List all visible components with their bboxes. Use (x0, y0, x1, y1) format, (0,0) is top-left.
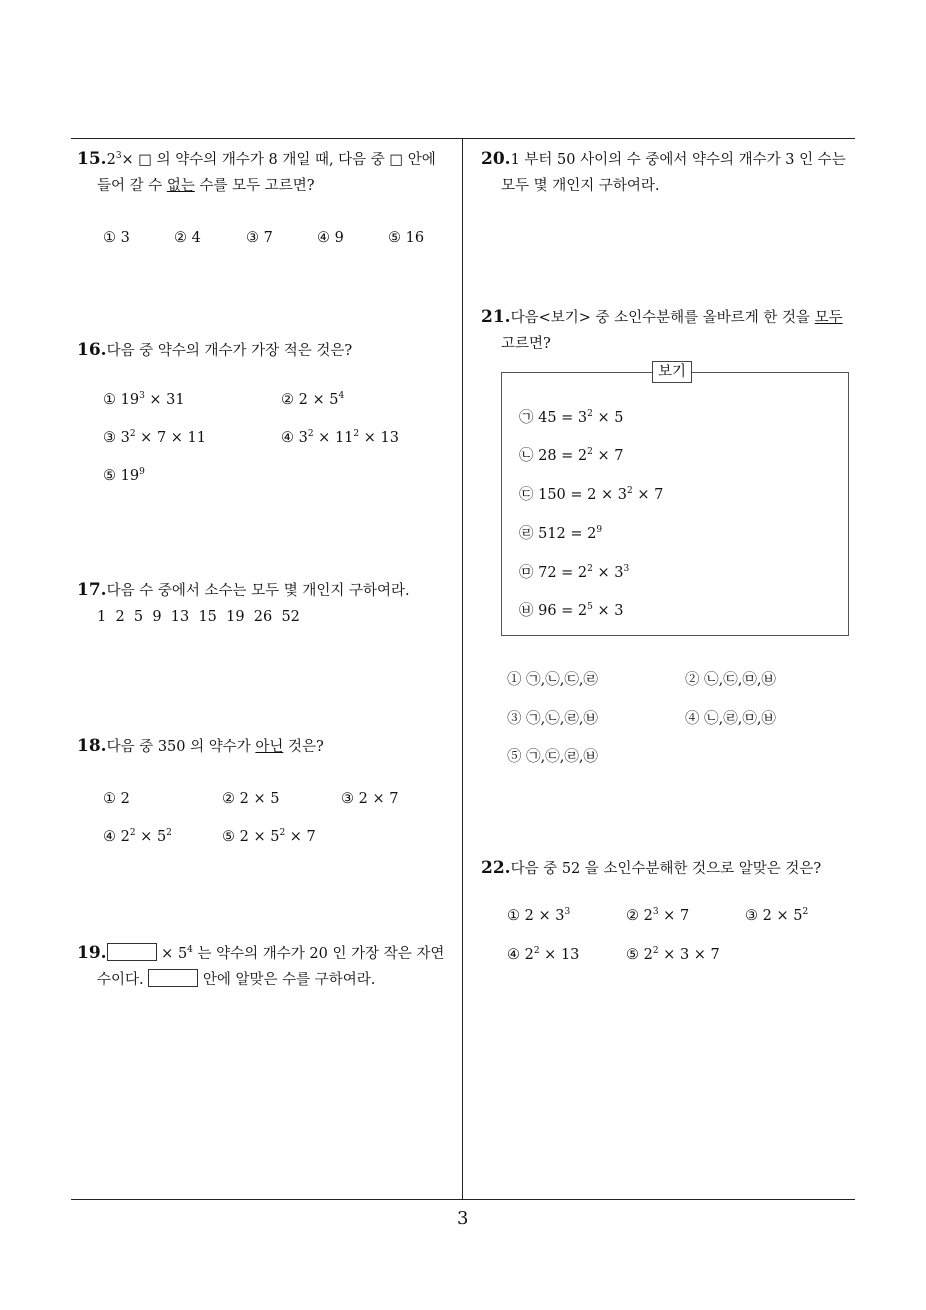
question-20: 20.1 부터 50 사이의 수 중에서 약수의 개수가 3 인 수는 모두 몇 개인지 구하여라. (481, 149, 846, 194)
question-number: 20. (481, 149, 511, 169)
question-number: 19. (77, 943, 107, 963)
question-19: 19. × $5^4$ 는 약수의 개수가 20 인 가장 작은 자연 수이다. 안에 알맞은 수를 구하여라. (77, 943, 445, 988)
bogi-item: ㉣ $512 = 2^9$ (519, 525, 603, 542)
choice-3[interactable]: ③ $2 \times 5^2$ (745, 907, 809, 924)
choice-1[interactable]: ① 2 (103, 791, 130, 807)
question-18: 18.다음 중 350 의 약수가 아닌 것은? (77, 736, 324, 756)
choice-5[interactable]: ⑤ 16 (388, 230, 425, 246)
choice-1[interactable]: ① ㉠,㉡,㉢,㉣ (507, 672, 598, 688)
choice-2[interactable]: ② $2^3 \times 7$ (626, 907, 690, 924)
question-15: $15.2^3\times$ □ 의 약수의 개수가 8 개일 때, 다음 중 □ 안에 들어 갈 수 없는 수를 모두 고르면? (77, 149, 436, 194)
answer-box[interactable] (107, 943, 157, 961)
bogi-item: ㉢ $150 = 2 \times 3^2 \times 7$ (519, 486, 664, 503)
choice-4[interactable]: ④ 9 (317, 230, 344, 246)
choice-4[interactable]: ④ $2^2 \times 5^2$ (103, 828, 172, 845)
question-number: 15. (77, 149, 107, 169)
top-rule (71, 138, 855, 139)
answer-box[interactable] (148, 969, 198, 987)
question-21: 21.다음<보기> 중 소인수분해를 올바르게 한 것을 모두 고르면? (481, 307, 843, 352)
choice-1[interactable]: ① $2 \times 3^3$ (507, 907, 571, 924)
choice-5[interactable]: ⑤ $2 \times 5^2 \times 7$ (222, 828, 316, 845)
bogi-item: ㉥ $96 = 2^5 \times 3$ (519, 602, 624, 619)
page-number: 3 (457, 1208, 469, 1229)
question-number: 16. (77, 340, 107, 360)
question-number: 21. (481, 307, 511, 327)
bogi-item: ㉠ $45 = 3^2 \times 5$ (519, 409, 624, 426)
choice-3[interactable]: ③ $3^2 \times 7 \times 11$ (103, 429, 206, 446)
choice-3[interactable]: ③ 2 × 7 (341, 791, 399, 807)
bogi-item: ㉤ $72 = 2^2 \times 3^3$ (519, 564, 630, 581)
question-17: 17.다음 수 중에서 소수는 모두 몇 개인지 구하여라. 1 2 5 9 13 15 19 26 52 (77, 580, 410, 625)
choice-2[interactable]: ② $2 \times 5^4$ (281, 391, 345, 408)
choice-3[interactable]: ③ 7 (246, 230, 273, 246)
choice-4[interactable]: ④ ㉡,㉣,㉤,㉥ (685, 711, 776, 727)
question-22: 22.다음 중 52 을 소인수분해한 것으로 알맞은 것은? (481, 858, 822, 878)
choice-4[interactable]: ④ $3^2 \times 11^2 \times 13$ (281, 429, 399, 446)
choice-2[interactable]: ② 4 (174, 230, 201, 246)
question-16: 16.다음 중 약수의 개수가 가장 적은 것은? (77, 340, 353, 360)
choice-5[interactable]: ⑤ $2^2 \times 3 \times 7$ (626, 946, 720, 963)
number-list: 1 2 5 9 13 15 19 26 52 (97, 609, 300, 625)
choice-1[interactable]: ① 3 (103, 230, 130, 246)
question-number: 18. (77, 736, 107, 756)
choice-5[interactable]: ⑤ ㉠,㉢,㉣,㉥ (507, 749, 598, 765)
choice-4[interactable]: ④ $2^2 \times 13$ (507, 946, 580, 963)
question-number: 17. (77, 580, 107, 600)
bogi-title: 보기 (652, 361, 692, 383)
column-divider (462, 138, 463, 1200)
choice-1[interactable]: ① $19^3 \times 31$ (103, 391, 185, 408)
choice-2[interactable]: ② 2 × 5 (222, 791, 280, 807)
choice-2[interactable]: ② ㉡,㉢,㉤,㉥ (685, 672, 776, 688)
bottom-rule (71, 1199, 855, 1200)
choice-3[interactable]: ③ ㉠,㉡,㉣,㉥ (507, 711, 598, 727)
choice-5[interactable]: ⑤ $19^9$ (103, 467, 145, 484)
bogi-item: ㉡ $28 = 2^2 \times 7$ (519, 447, 624, 464)
question-number: 22. (481, 858, 511, 878)
